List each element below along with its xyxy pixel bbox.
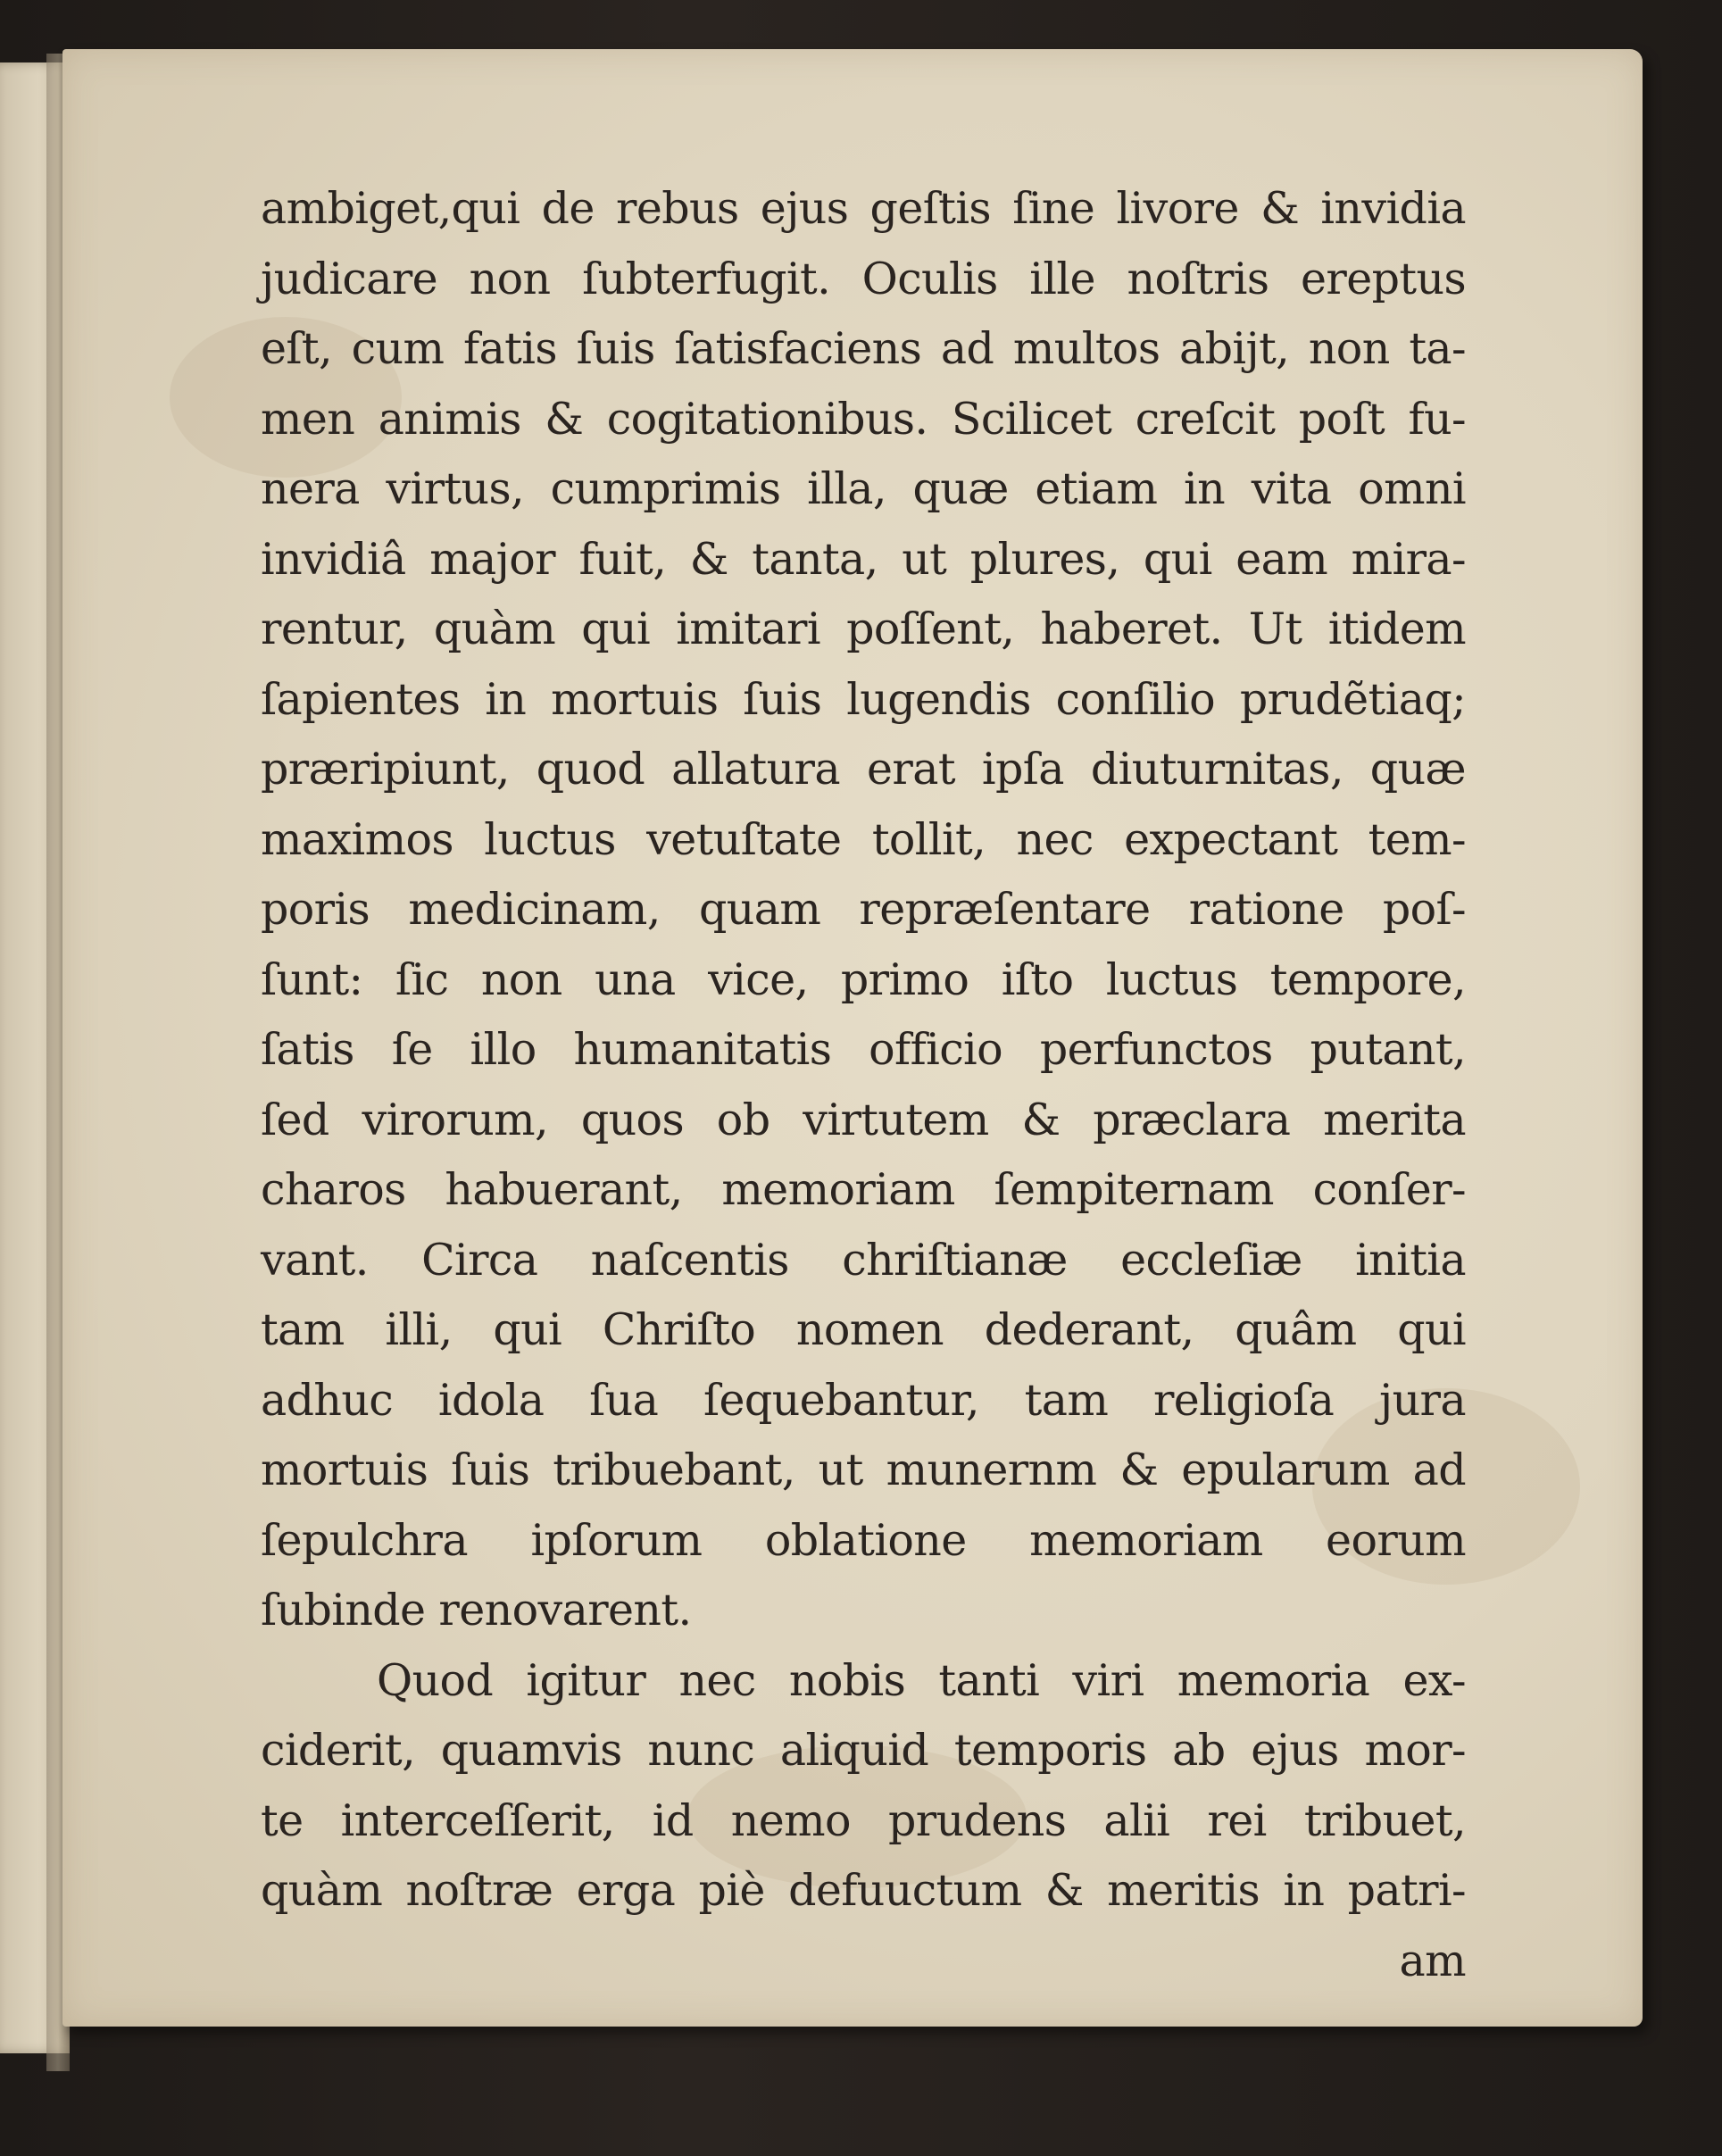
text-line: mortuis ſuis tribuebant, ut munernm & epularum ad <box>261 1444 1466 1495</box>
book-page <box>62 49 1643 2027</box>
text-line: ſunt: ſic non una vice, primo iſto luctus tempore, <box>261 953 1466 1005</box>
text-line: invidiâ major fuit, & tanta, ut plures, qui eam mira- <box>261 533 1466 585</box>
paragraph-start-line: Quod igitur nec nobis tanti viri memoria ex- <box>377 1654 1466 1706</box>
text-line: eſt, cum fatis ſuis ſatisfaciens ad multos abijt, non ta- <box>261 323 1466 374</box>
text-line: adhuc idola ſua ſequebantur, tam religioſa jura <box>261 1374 1466 1426</box>
text-line: præripiunt, quod allatura erat ipſa diuturnitas, quæ <box>261 744 1466 795</box>
text-line: vant. Circa naſcentis chriſtianæ eccleſiæ initia <box>261 1234 1466 1286</box>
text-line: ſepulchra ipſorum oblatione memoriam eorum <box>261 1514 1466 1566</box>
text-line: ambiget,qui de rebus ejus geſtis ſine livore & invidia <box>261 183 1466 234</box>
text-line: te interceſſerit, id nemo prudens alii rei tribuet, <box>261 1794 1466 1846</box>
text-line: judicare non ſubterfugit. Oculis ille noſtris ereptus <box>261 253 1466 304</box>
text-line: charos habuerant, memoriam ſempiternam conſer- <box>261 1164 1466 1215</box>
page-text <box>261 174 1466 1996</box>
text-line: rentur, quàm qui imitari poſſent, haberet. Ut itidem <box>261 604 1466 654</box>
text-line: ſed virorum, quos ob virtutem & præclara merita <box>261 1094 1466 1145</box>
text-line: maximos luctus vetuſtate tollit, nec expectant tem- <box>261 813 1466 865</box>
text-line: quàm noſtræ erga piè defuuctum & meritis in patri- <box>261 1865 1466 1916</box>
text-line: poris medicinam, quam repræſentare ratione poſ- <box>261 884 1466 935</box>
text-line: tam illi, qui Chriſto nomen dederant, quâm qui <box>261 1304 1466 1355</box>
text-line: ſapientes in mortuis ſuis lugendis conſilio prudẽtiaq; <box>261 673 1466 725</box>
text-line: ſubinde renovarent. <box>261 1585 692 1636</box>
catchword: am <box>1399 1935 1466 1986</box>
text-line: ſatis ſe illo humanitatis officio perfunctos putant, <box>261 1024 1466 1075</box>
text-line: nera virtus, cumprimis illa, quæ etiam in vita omni <box>261 463 1466 514</box>
text-line: men animis & cogitationibus. Scilicet creſcit poſt fu- <box>261 393 1466 445</box>
text-line: ciderit, quamvis nunc aliquid temporis ab ejus mor- <box>261 1725 1466 1776</box>
